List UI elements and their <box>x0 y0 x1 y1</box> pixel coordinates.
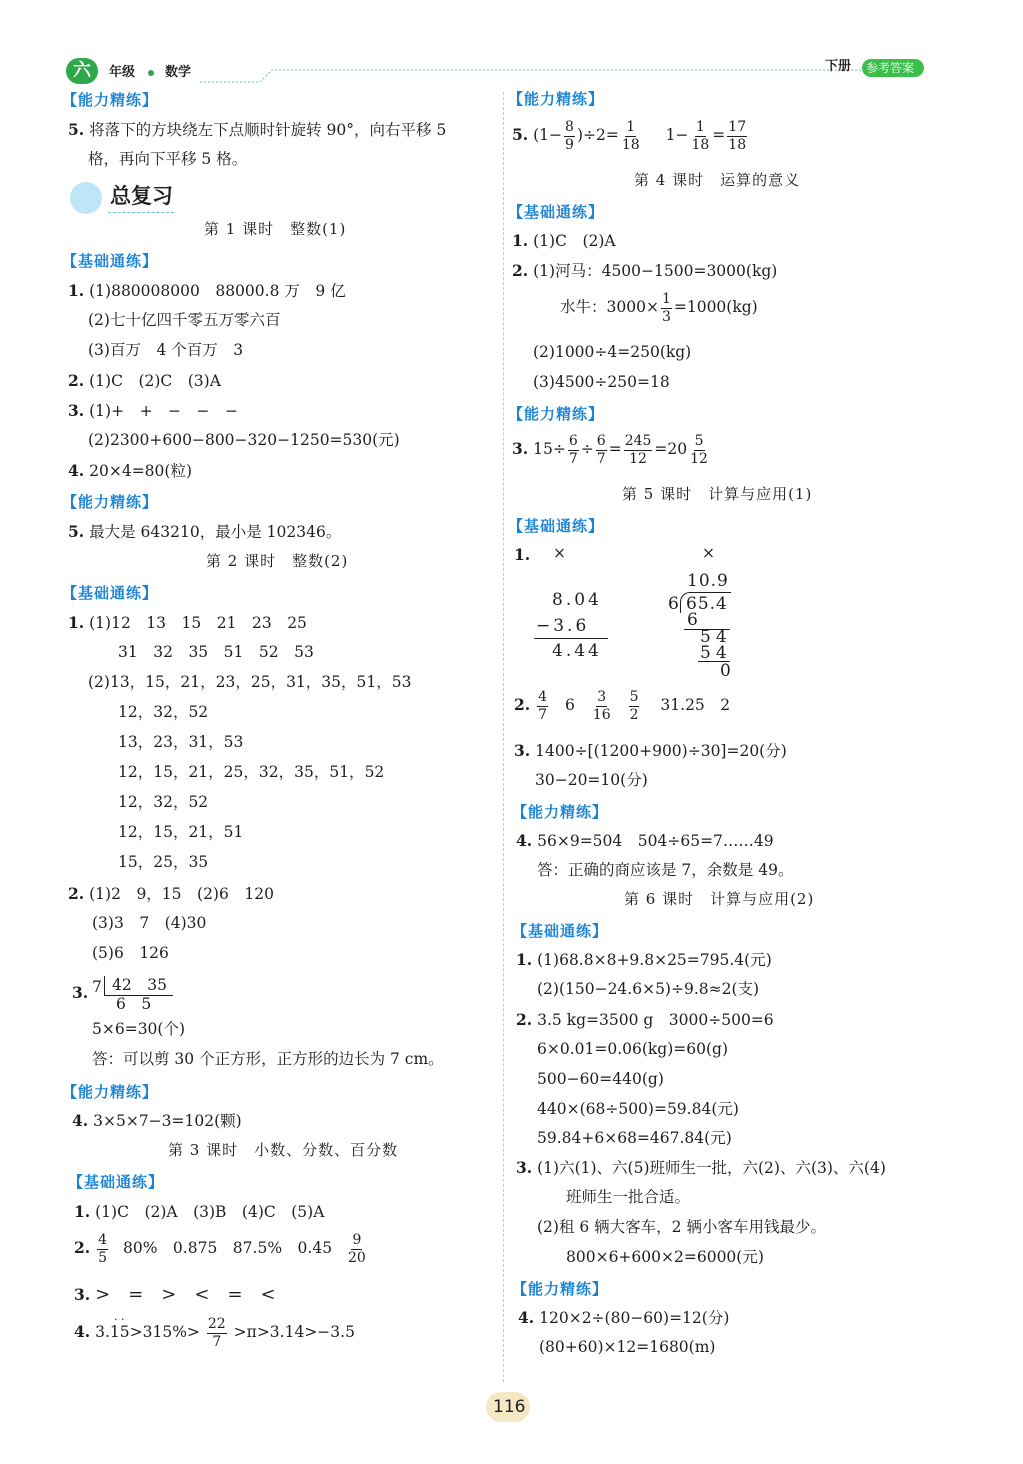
answer-line: 答：正确的商应该是 7，余数是 49。 <box>537 861 794 879</box>
answer-line <box>68 283 346 300</box>
answer-line: 800×6+600×2=6000(元) <box>566 1248 764 1266</box>
short-division-divisor: 7 <box>92 978 102 996</box>
answer-text: 20×4=80(粒) <box>89 462 193 480</box>
division-step: 54 <box>700 627 732 647</box>
question-number: 5. <box>512 125 529 145</box>
answer-text: (1)68.8×8+9.8×25=795.4(元) <box>537 951 772 969</box>
division-step: 6 <box>687 610 698 630</box>
section-label: 【能力精练】 <box>512 1280 609 1298</box>
fraction: $\frac{6}{7}$ <box>596 433 606 467</box>
wrong-mark: × <box>702 544 715 562</box>
question-number: 1. <box>516 950 533 969</box>
question-number: 3. <box>72 983 89 1002</box>
lesson-title: 第 5 课时 计算与应用(1) <box>622 485 813 503</box>
question-number: 4. <box>518 1308 535 1327</box>
section-label: 【能力精练】 <box>62 91 159 109</box>
fraction: $\frac{1}{18}$ <box>691 119 710 153</box>
answer-text: ÷ <box>580 440 594 459</box>
answer-line: 6×0.01=0.06(kg)=60(g) <box>537 1040 728 1058</box>
answer-text: 3×5×7−3=102(颗) <box>93 1112 242 1130</box>
answer-line: 5×6=30(个) <box>92 1020 186 1038</box>
fraction: $\frac{4}{7}$ <box>538 689 548 723</box>
answer-text: 1− <box>665 126 689 145</box>
fraction: $\frac{245}{12}$ <box>624 433 652 467</box>
fraction: $\frac{1}{3}$ <box>661 291 671 325</box>
answer-line <box>74 1204 324 1221</box>
question-number: 2. <box>512 261 529 280</box>
answer-line: (2)七十亿四千零五万零六百 <box>88 311 281 329</box>
answer-text: >π>3.14>−3.5 <box>233 1323 355 1342</box>
answer-line <box>560 292 758 324</box>
answer-text: 6 <box>564 696 575 715</box>
fraction: $\frac{5}{12}$ <box>690 433 708 467</box>
division-remainder: 0 <box>720 661 731 681</box>
answer-text: (1)六(1)、六(5)班师生一批，六(2)、六(3)、六(4) <box>537 1159 886 1177</box>
division-divisor: 6 <box>668 594 679 614</box>
answer-text: 1400÷[(1200+900)÷30]=20(分) <box>535 742 787 760</box>
answer-line: (80+60)×12=1680(m) <box>539 1338 716 1356</box>
answer-text: )÷2= <box>576 126 619 145</box>
answer-text: =1000(kg) <box>673 298 758 317</box>
answer-line <box>68 463 192 480</box>
answer-line <box>512 434 711 466</box>
answer-line: 30−20=10(分) <box>535 771 648 789</box>
grade-char: 六 <box>73 60 91 81</box>
answer-badge-text: 参考答案 <box>866 61 915 75</box>
answer-text: (1)2 9，15 (2)6 120 <box>89 885 274 903</box>
answer-text: 最大是 643210，最小是 102346。 <box>89 523 342 541</box>
subtraction-rule <box>534 638 608 639</box>
question-number: 4. <box>72 1111 89 1130</box>
fraction: $\frac{5}{2}$ <box>629 689 639 723</box>
question-number: 2. <box>514 695 531 715</box>
answer-line <box>74 1317 355 1349</box>
answer-text: (1)C (2)C (3)A <box>89 372 221 390</box>
repeating-decimal-dots: · · <box>114 1313 125 1326</box>
subtraction-minuend: 8.04 <box>552 590 602 610</box>
answer-line: (2)(150−24.6×5)÷9.8≈2(支) <box>537 980 760 998</box>
answer-text: (1)C (2)A <box>533 232 616 250</box>
short-division-bottom: 6 5 <box>116 995 152 1013</box>
section-label: 【基础通练】 <box>68 1173 165 1191</box>
section-label: 【基础通练】 <box>62 584 159 602</box>
answer-text: 80% 0.875 87.5% 0.45 <box>122 1239 333 1258</box>
answer-text: = <box>608 440 622 459</box>
short-division-top: 42 35 <box>112 976 167 994</box>
answer-line <box>512 233 616 250</box>
question-number: 4. <box>516 831 533 850</box>
answer-line <box>512 120 749 152</box>
question-number: 2. <box>516 1010 533 1029</box>
section-label: 【能力精练】 <box>62 493 159 511</box>
question-number: 3. <box>74 1285 91 1304</box>
fraction: $\frac{17}{18}$ <box>728 119 747 153</box>
question-number: 1. <box>514 545 531 564</box>
answer-line <box>68 122 446 139</box>
answer-line <box>68 524 341 541</box>
answer-line: 31 32 35 51 52 53 <box>118 643 314 661</box>
answer-line: 12，32，52 <box>118 793 209 811</box>
division-quotient: 10.9 <box>687 571 729 591</box>
subtraction-result: 4.44 <box>552 641 602 661</box>
fraction: $\frac{4}{5}$ <box>98 1232 108 1266</box>
answer-line: 13，23，31，53 <box>118 733 244 751</box>
answer-text: > = > < = < <box>95 1284 276 1305</box>
answer-line <box>514 690 730 722</box>
answer-line: (3)3 7 (4)30 <box>92 914 207 932</box>
answer-line <box>68 403 238 420</box>
fraction: $\frac{8}{9}$ <box>565 119 574 153</box>
section-label: 【能力精练】 <box>508 90 605 108</box>
section-label: 【基础通练】 <box>508 203 605 221</box>
lesson-title: 第 4 课时 运算的意义 <box>634 171 801 189</box>
answer-line: (2)1000÷4=250(kg) <box>533 343 692 361</box>
answer-line: 59.84+6×68=467.84(元) <box>537 1129 732 1147</box>
answer-line <box>516 833 774 850</box>
section-label: 【能力精练】 <box>512 803 609 821</box>
question-number: 2. <box>68 884 85 903</box>
question-number: 3. <box>512 439 529 459</box>
lesson-title: 第 3 课时 小数、分数、百分数 <box>168 1141 399 1159</box>
division-dividend: 65.4 <box>686 594 728 614</box>
column-divider <box>503 92 504 1382</box>
answer-line: (2)租 6 辆大客车，2 辆小客车用钱最少。 <box>537 1218 826 1236</box>
answer-line: (3)4500÷250=18 <box>533 373 670 391</box>
answer-line: 12，15，21，25，32，35，51，52 <box>118 763 385 781</box>
question-number: 1. <box>68 281 85 300</box>
section-label: 【能力精练】 <box>508 405 605 423</box>
answer-line <box>74 1233 369 1265</box>
question-number: 3. <box>68 401 85 420</box>
review-badge-icon <box>70 182 102 214</box>
question-number: 1. <box>74 1202 91 1221</box>
fraction: $\frac{9}{20}$ <box>348 1232 366 1266</box>
answer-line <box>68 615 307 632</box>
answer-line: 答：可以剪 30 个正方形，正方形的边长为 7 cm。 <box>92 1050 444 1068</box>
answer-line: 12，15，21，51 <box>118 823 244 841</box>
section-label: 【基础通练】 <box>62 252 159 270</box>
question-number: 2. <box>68 371 85 390</box>
answer-line <box>68 886 274 903</box>
answer-text: (1)+ + − − − <box>89 402 239 420</box>
answer-line <box>74 1286 276 1304</box>
answer-text: (1)12 13 15 21 23 25 <box>89 614 307 632</box>
section-label: 【能力精练】 <box>62 1083 159 1101</box>
answer-line <box>514 743 787 760</box>
fraction: $\frac{22}{7}$ <box>207 1316 226 1350</box>
answer-text: (1− <box>533 126 563 145</box>
question-number: 4. <box>68 461 85 480</box>
answer-line: (2)2300+600−800−320−1250=530(元) <box>88 431 400 449</box>
answer-line <box>512 263 777 280</box>
question-number: 5. <box>68 120 85 139</box>
answer-line <box>72 1113 242 1130</box>
answer-text: 将落下的方块绕左下点顺时针旋转 90°，向右平移 5 <box>89 121 447 139</box>
answer-line: 15，25，35 <box>118 853 209 871</box>
question-number: 1. <box>512 231 529 250</box>
review-title-underline <box>108 212 174 213</box>
answer-line <box>68 373 221 390</box>
answer-text: 56×9=504 504÷65=7……49 <box>537 832 774 850</box>
grade-label: 年级 <box>109 65 136 80</box>
answer-text: 15÷ <box>533 440 566 459</box>
answer-text: (1)C (2)A (3)B (4)C (5)A <box>95 1203 325 1221</box>
answer-line: (5)6 126 <box>92 944 169 962</box>
subject-label: 数学 <box>165 65 192 80</box>
answer-line: 440×(68÷500)=59.84(元) <box>537 1100 739 1118</box>
fraction: $\frac{3}{16}$ <box>592 689 611 723</box>
answer-line <box>516 1012 774 1029</box>
answer-text: =20 <box>654 440 688 459</box>
answer-line <box>518 1310 729 1327</box>
page-number: 116 <box>493 1397 526 1417</box>
answer-line: (2)13，15，21，23，25，31，35，51，53 <box>88 673 412 691</box>
answer-line: 班师生一批合适。 <box>566 1188 691 1206</box>
answer-line: 格，再向下平移 5 格。 <box>88 150 248 168</box>
answer-text: 31.25 2 <box>660 696 731 715</box>
answer-text: 120×2÷(80−60)=12(分) <box>539 1309 730 1327</box>
answer-text: 3.5 kg=3500 g 3000÷500=6 <box>537 1011 774 1029</box>
answer-text: 3.15>315%> <box>95 1323 200 1342</box>
answer-line <box>516 952 772 969</box>
answer-line: 12，32，52 <box>118 703 209 721</box>
lesson-title: 第 2 课时 整数(2) <box>206 552 349 570</box>
question-number: 4. <box>74 1322 91 1342</box>
question-number: 5. <box>68 522 85 541</box>
answer-text: = <box>712 126 726 145</box>
question-number: 1. <box>68 613 85 632</box>
lesson-title: 第 1 课时 整数(1) <box>204 220 347 238</box>
answer-text: (1)880008000 88000.8 万 9 亿 <box>89 282 346 300</box>
answer-line: 500−60=440(g) <box>537 1070 664 1088</box>
question-number: 3. <box>514 741 531 760</box>
subtraction-subtrahend: −3.6 <box>536 616 590 636</box>
question-number: 2. <box>74 1238 91 1258</box>
answer-line: (3)百万 4 个百万 3 <box>88 341 244 359</box>
section-label: 【基础通练】 <box>512 922 609 940</box>
answer-line <box>516 1160 886 1177</box>
wrong-mark: × <box>553 544 566 562</box>
question-number: 3. <box>516 1158 533 1177</box>
volume-label: 下册 <box>825 59 852 74</box>
section-label: 【基础通练】 <box>508 517 605 535</box>
division-step: 54 <box>700 643 732 663</box>
review-title: 总复习 <box>110 184 173 208</box>
fraction: $\frac{6}{7}$ <box>568 433 578 467</box>
answer-text: 水牛：3000× <box>560 298 659 317</box>
fraction: $\frac{1}{18}$ <box>621 119 640 153</box>
lesson-title: 第 6 课时 计算与应用(2) <box>624 890 815 908</box>
answer-text: (1)河马：4500−1500=3000(kg) <box>533 262 778 280</box>
